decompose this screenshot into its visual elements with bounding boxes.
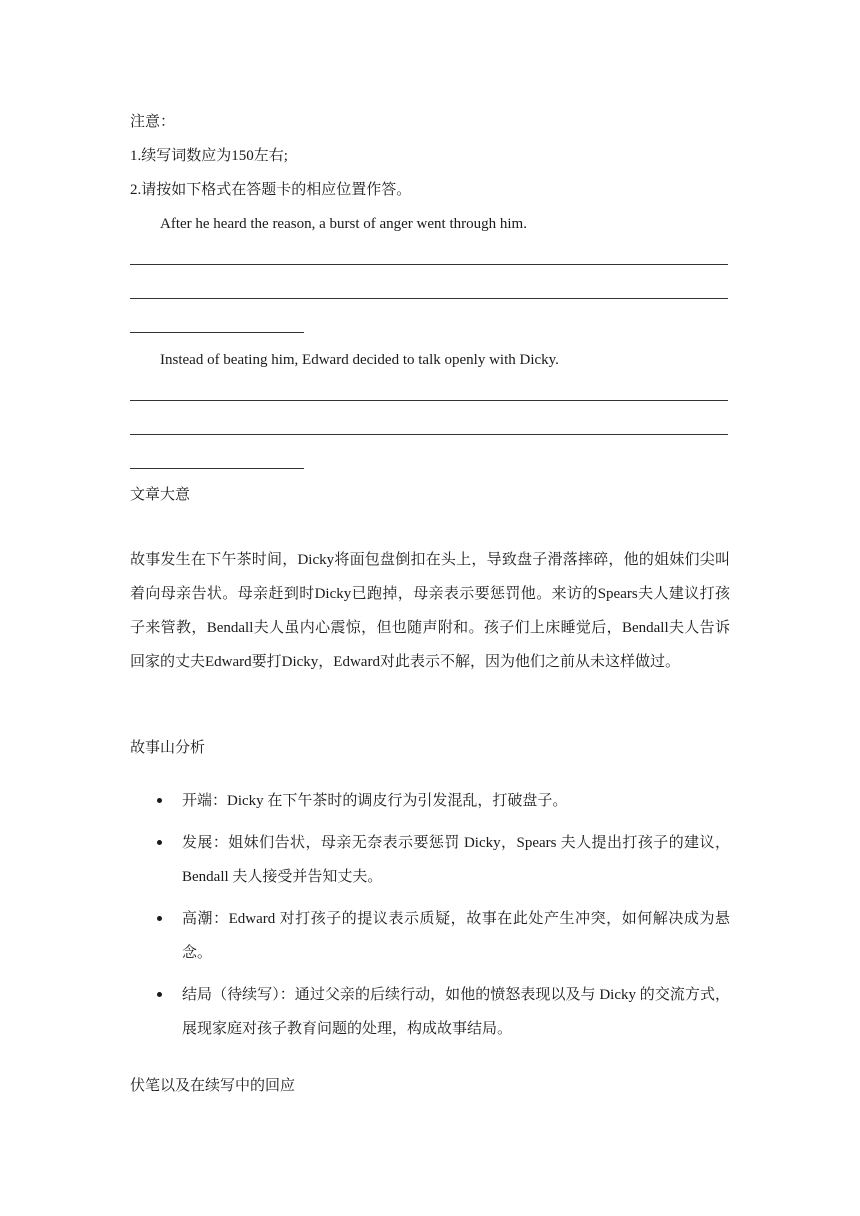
list-item-opening bbox=[130, 784, 730, 818]
bullet-icon bbox=[157, 798, 162, 803]
answer-line bbox=[130, 434, 728, 435]
prompt-second-paragraph: Instead of beating him, Edward decided to talk openly with Dicky. bbox=[160, 352, 559, 368]
answer-line bbox=[130, 468, 304, 469]
list-item-text: 高潮：Edward 对打孩子的提议表示质疑，故事在此处产生冲突，如何解决成为悬念。 bbox=[182, 911, 730, 961]
bullet-icon bbox=[157, 992, 162, 997]
story-mountain-list bbox=[130, 784, 730, 1054]
list-item-text: 结局（待续写）：通过父亲的后续行动，如他的愤怒表现以及与 Dicky 的交流方式，展现家庭对孩子教育问题的处理，构成故事结局。 bbox=[182, 987, 730, 1037]
answer-line bbox=[130, 298, 728, 299]
analysis-heading: 故事山分析 bbox=[130, 740, 206, 756]
prompt-first-paragraph: After he heard the reason, a burst of anger went through him. bbox=[160, 216, 527, 232]
list-item-development bbox=[130, 826, 730, 894]
list-item-climax bbox=[130, 902, 730, 970]
list-item-text: 开端：Dicky 在下午茶时的调皮行为引发混乱，打破盘子。 bbox=[182, 793, 568, 809]
summary-paragraph: 故事发生在下午茶时间，Dicky将面包盘倒扣在头上，导致盘子滑落摔碎，他的姐妹们尖叫着向母亲告状。母亲赶到时Dicky已跑掉，母亲表示要惩罚他。来访的Spears夫人建议打孩子来管教，Bendall夫人虽内心震惊，但也随声附和。孩子们上床睡觉后，Bendall夫人告诉回家的丈夫Edward要打Dicky，Edward对此表示不解，因为他们之前从未这样做过。 bbox=[130, 552, 730, 670]
notice-rule-format: 2.请按如下格式在答题卡的相应位置作答。 bbox=[130, 182, 412, 198]
notice-rule-word-count: 1.续写词数应为150左右; bbox=[130, 148, 288, 164]
list-item-text: 发展：姐妹们告状，母亲无奈表示要惩罚 Dicky，Spears 夫人提出打孩子的建议，Bendall 夫人接受并告知丈夫。 bbox=[182, 835, 730, 885]
list-item-ending bbox=[130, 978, 730, 1046]
bullet-icon bbox=[157, 916, 162, 921]
answer-line bbox=[130, 264, 728, 265]
answer-line bbox=[130, 332, 304, 333]
summary-heading: 文章大意 bbox=[130, 487, 191, 503]
answer-line bbox=[130, 400, 728, 401]
bullet-icon bbox=[157, 840, 162, 845]
notice-heading: 注意： bbox=[130, 114, 176, 130]
foreshadow-heading: 伏笔以及在续写中的回应 bbox=[130, 1078, 296, 1094]
